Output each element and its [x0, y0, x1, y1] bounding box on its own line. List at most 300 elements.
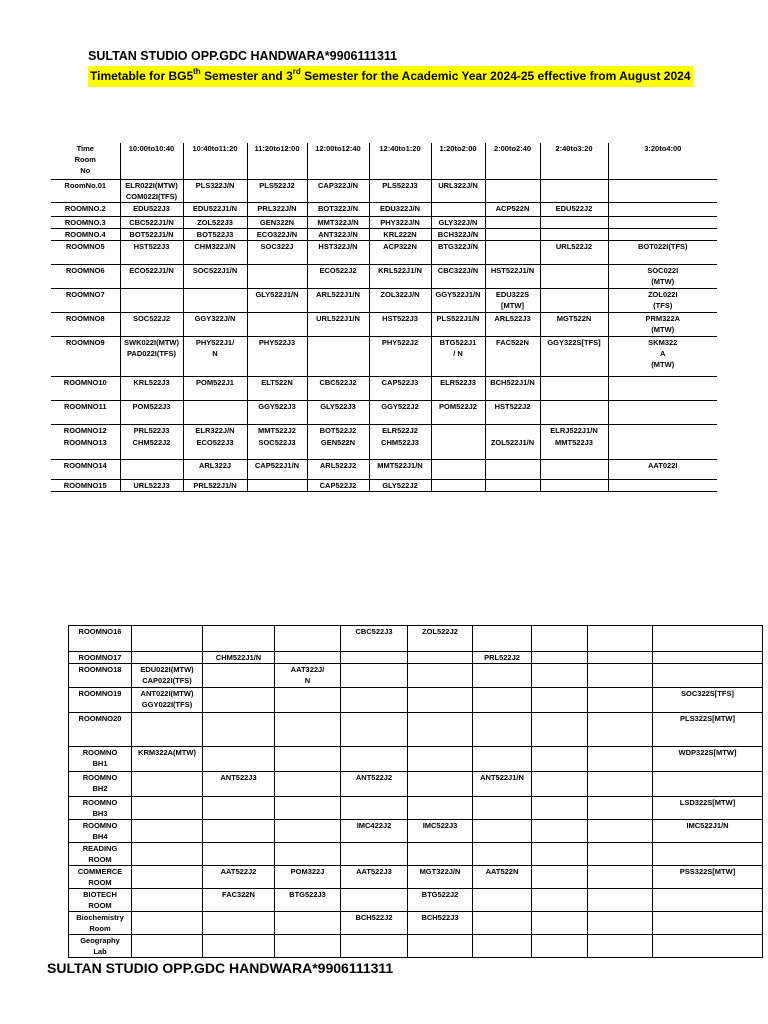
table-row [69, 652, 763, 664]
slot-cell [431, 240, 485, 264]
cell-text: KRL522J3 [133, 377, 170, 387]
slot-cell [369, 216, 431, 228]
slot-cell [540, 240, 608, 264]
cell-text: ROOM [88, 901, 112, 910]
cell-text: 11:20to12:00 [254, 144, 300, 153]
slot-cell [485, 288, 540, 312]
cell-text: PRL322J/N [257, 203, 297, 213]
cell-text: URL522J2 [555, 241, 593, 251]
slot-cell [653, 843, 763, 866]
slot-cell [203, 747, 275, 772]
slot-cell [183, 336, 247, 376]
cell-text: PSS322S[MTW] [679, 867, 736, 876]
cell-text: ROOMNO10 [63, 377, 107, 387]
slot-cell [485, 479, 540, 491]
slot-cell [540, 143, 608, 179]
slot-cell [473, 626, 532, 652]
cell-text: GEN522N [320, 438, 356, 447]
cell-text: ANT022I(MTW) [140, 689, 194, 698]
cell-text: ZOL522J3 [197, 217, 233, 227]
slot-cell [431, 376, 485, 400]
slot-cell [485, 216, 540, 228]
slot-cell [132, 889, 203, 912]
cell-text: MMT322J/N [317, 217, 359, 227]
cell-text: POM322J [290, 867, 325, 876]
cell-text: Geography [80, 936, 120, 945]
slot-cell [247, 202, 307, 216]
cell-text: ARL522J3 [494, 313, 531, 323]
slot-cell [588, 713, 653, 747]
room-label-cell [69, 688, 132, 713]
slot-cell [369, 202, 431, 216]
cell-text: PRL522J1/N [193, 480, 237, 490]
room-label-cell [51, 312, 120, 336]
cell-text: / N [453, 348, 463, 358]
slot-cell [485, 437, 540, 459]
slot-cell [532, 664, 588, 688]
slot-cell [653, 889, 763, 912]
slot-cell [588, 772, 653, 797]
table-row [51, 400, 717, 424]
slot-cell [247, 424, 307, 437]
slot-cell [408, 626, 473, 652]
room-label-cell [69, 772, 132, 797]
slot-cell [431, 437, 485, 459]
room-label-cell [69, 889, 132, 912]
slot-cell [341, 772, 408, 797]
slot-cell [431, 228, 485, 240]
cell-text: MGT522N [556, 313, 592, 323]
cell-text: SOC522J1/N [192, 265, 238, 275]
slot-cell [203, 820, 275, 843]
slot-cell [408, 652, 473, 664]
slot-cell [120, 179, 183, 202]
slot-cell [275, 843, 341, 866]
slot-cell [369, 336, 431, 376]
cell-text: BOT022I(TFS) [637, 241, 688, 251]
cell-text: ARL522J1/N [316, 289, 360, 299]
slot-cell [608, 376, 717, 400]
cell-text: EDU022I(MTW) [140, 665, 194, 674]
table-row [51, 216, 717, 228]
slot-cell [588, 889, 653, 912]
cell-text: ARL322J [198, 460, 232, 470]
slot-cell [540, 336, 608, 376]
slot-cell [540, 424, 608, 437]
cell-text: PLS522J2 [259, 180, 295, 190]
slot-cell [341, 820, 408, 843]
slot-cell [247, 264, 307, 288]
slot-cell [431, 400, 485, 424]
slot-cell [473, 935, 532, 958]
slot-cell [120, 400, 183, 424]
cell-text: ROOMNO6 [65, 265, 105, 275]
slot-cell [247, 179, 307, 202]
slot-cell [608, 240, 717, 264]
cell-text: ROOMNO15 [63, 480, 107, 490]
cell-text: ROOMNO19 [78, 689, 122, 698]
slot-cell [247, 479, 307, 491]
cell-text: URL522J1/N [316, 313, 360, 323]
slot-cell [485, 376, 540, 400]
cell-text: ROOMNO [82, 821, 118, 830]
cell-text: ROOMNO7 [65, 289, 105, 299]
table-row [69, 797, 763, 820]
slot-cell [183, 424, 247, 437]
slot-cell [431, 336, 485, 376]
slot-cell [532, 912, 588, 935]
slot-cell [247, 288, 307, 312]
cell-text: ELRJ522J1/N [550, 425, 598, 435]
table-row [69, 688, 763, 713]
cell-text: BIOTECH [83, 890, 117, 899]
cell-text: CAP022I(TFS) [142, 676, 192, 685]
room-label-cell [69, 664, 132, 688]
slot-cell [473, 772, 532, 797]
slot-cell [608, 143, 717, 179]
slot-cell [120, 202, 183, 216]
cell-text: ROOMNO20 [78, 714, 122, 723]
cell-text: 1:20to2:00 [439, 144, 477, 153]
table-row [69, 664, 763, 688]
cell-text: BOT522J1/N [129, 229, 174, 239]
slot-cell [307, 202, 369, 216]
slot-cell [485, 143, 540, 179]
cell-text: Lab [93, 947, 107, 956]
cell-text: ELR022I(MTW) [125, 180, 178, 190]
slot-cell [369, 179, 431, 202]
slot-cell [120, 336, 183, 376]
slot-cell [183, 179, 247, 202]
slot-cell [203, 843, 275, 866]
cell-text: KRL522J1/N [378, 265, 422, 275]
table-row [69, 843, 763, 866]
cell-text: SWK022I(MTW) [124, 337, 179, 347]
cell-text: ECO522J3 [196, 438, 234, 447]
cell-text: ANT322J/N [318, 229, 358, 239]
slot-cell [608, 288, 717, 312]
slot-cell [588, 747, 653, 772]
slot-cell [183, 216, 247, 228]
slot-cell [307, 437, 369, 459]
cell-text: HST522J3 [133, 241, 170, 251]
slot-cell [132, 652, 203, 664]
slot-cell [120, 459, 183, 479]
slot-cell [275, 664, 341, 688]
cell-text: ROOM [88, 855, 112, 864]
slot-cell [431, 479, 485, 491]
slot-cell [275, 688, 341, 713]
table-row [69, 772, 763, 797]
cell-text: BH3 [92, 809, 108, 818]
slot-cell [203, 889, 275, 912]
cell-text: GGY522J2 [381, 401, 419, 411]
cell-text: SOC022I [647, 265, 679, 275]
table-row [51, 479, 717, 491]
room-label-cell [51, 437, 120, 459]
cell-text: EDU522J3 [133, 203, 170, 213]
cell-text: MMT522J2 [258, 425, 296, 435]
cell-text: ZOL522J2 [422, 627, 458, 636]
table-row [51, 179, 717, 202]
cell-text: 2:00to2:40 [493, 144, 532, 153]
slot-cell [341, 843, 408, 866]
cell-text: CAP522J3 [381, 377, 419, 387]
cell-text: ANT522J1/N [480, 773, 524, 782]
cell-text: ACP522N [495, 203, 530, 213]
cell-text: PHY522J3 [258, 337, 296, 347]
slot-cell [540, 437, 608, 459]
slot-cell [540, 459, 608, 479]
cell-text: AAT522N [485, 867, 519, 876]
slot-cell [183, 376, 247, 400]
cell-text: SOC322S[TFS] [681, 689, 734, 698]
slot-cell [120, 479, 183, 491]
slot-cell [120, 424, 183, 437]
slot-cell [532, 935, 588, 958]
slot-cell [532, 688, 588, 713]
slot-cell [132, 688, 203, 713]
slot-cell [431, 216, 485, 228]
table-row [69, 935, 763, 958]
slot-cell [473, 664, 532, 688]
slot-cell [275, 772, 341, 797]
slot-cell [275, 626, 341, 652]
cell-text: Room [89, 924, 111, 933]
slot-cell [431, 143, 485, 179]
cell-text: AAT522J3 [356, 867, 392, 876]
slot-cell [275, 889, 341, 912]
cell-text: No [80, 166, 91, 175]
slot-cell [120, 312, 183, 336]
slot-cell [247, 228, 307, 240]
room-label-cell [69, 843, 132, 866]
cell-text: PLS522J3 [382, 180, 418, 190]
slot-cell [588, 688, 653, 713]
cell-text: WDP322S[MTW] [678, 748, 737, 757]
timetable-additional-rooms [68, 625, 763, 958]
cell-text: ROOMNO [82, 748, 118, 757]
slot-cell [540, 228, 608, 240]
slot-cell [183, 228, 247, 240]
room-label-cell [51, 424, 120, 437]
slot-cell [485, 179, 540, 202]
room-label-cell [51, 202, 120, 216]
cell-text: ROOMNO13 [63, 438, 107, 447]
slot-cell [203, 713, 275, 747]
slot-cell [369, 479, 431, 491]
cell-text: LSD322S[MTW] [679, 798, 736, 807]
slot-cell [369, 228, 431, 240]
title-part3: Semester for the Academic Year 2024-25 effective from August 2024 [300, 69, 691, 83]
slot-cell [247, 437, 307, 459]
slot-cell [132, 912, 203, 935]
cell-text: HST322J/N [318, 241, 358, 251]
cell-text: BTG522J1 [439, 337, 477, 347]
table-row [51, 437, 717, 459]
slot-cell [653, 935, 763, 958]
slot-cell [408, 866, 473, 889]
slot-cell [307, 288, 369, 312]
table-row [51, 228, 717, 240]
slot-cell [369, 143, 431, 179]
slot-cell [540, 264, 608, 288]
cell-text: ROOMNO9 [65, 337, 105, 347]
cell-text: ECO522J2 [319, 265, 357, 275]
slot-cell [132, 820, 203, 843]
table-row [51, 459, 717, 479]
slot-cell [369, 376, 431, 400]
slot-cell [473, 912, 532, 935]
cell-text: ACP322N [383, 241, 417, 251]
table-row [51, 264, 717, 288]
slot-cell [307, 228, 369, 240]
cell-text: ROOMNO.3 [64, 217, 106, 227]
title-sup1: th [193, 67, 201, 76]
slot-cell [369, 240, 431, 264]
slot-cell [307, 479, 369, 491]
slot-cell [307, 312, 369, 336]
room-label-cell [51, 216, 120, 228]
slot-cell [341, 889, 408, 912]
slot-cell [431, 264, 485, 288]
cell-text: BOT322J/N [317, 203, 359, 213]
cell-text: N [212, 348, 218, 358]
cell-text: SKM322 [648, 337, 678, 347]
slot-cell [485, 240, 540, 264]
cell-text: PRM322A [645, 313, 681, 323]
slot-cell [132, 772, 203, 797]
cell-text: ECO322J/N [256, 229, 298, 239]
cell-text: CHM322J/N [194, 241, 236, 251]
slot-cell [203, 652, 275, 664]
slot-cell [307, 424, 369, 437]
cell-text: MGT322J/N [419, 867, 461, 876]
slot-cell [203, 664, 275, 688]
cell-text: BH1 [92, 759, 108, 768]
header-row [51, 143, 717, 179]
cell-text: GGY022I(TFS) [141, 700, 193, 709]
slot-cell [608, 179, 717, 202]
slot-cell [540, 376, 608, 400]
room-label-cell [51, 400, 120, 424]
cell-text: GGY522J3 [258, 401, 296, 411]
room-label-cell [51, 240, 120, 264]
cell-text: BTG522J2 [421, 890, 459, 899]
slot-cell [247, 376, 307, 400]
slot-cell [588, 935, 653, 958]
cell-text: GLY522J3 [320, 401, 356, 411]
cell-text: ROOMNO11 [63, 401, 107, 411]
cell-text: CBC522J3 [355, 627, 393, 636]
slot-cell [608, 459, 717, 479]
slot-cell [608, 312, 717, 336]
slot-cell [653, 866, 763, 889]
cell-text: BCH522J2 [355, 913, 393, 922]
table-row [51, 312, 717, 336]
slot-cell [408, 820, 473, 843]
table-row [51, 424, 717, 437]
title-part1: Timetable for BG5 [90, 69, 194, 83]
cell-text: CBC522J2 [319, 377, 357, 387]
cell-text: ROOMNO16 [78, 627, 122, 636]
cell-text: ROOMNO17 [78, 653, 122, 662]
cell-text: ROOMNO.4 [64, 229, 106, 239]
slot-cell [247, 459, 307, 479]
cell-text: PAD022I(TFS) [126, 348, 177, 358]
slot-cell [120, 143, 183, 179]
slot-cell [307, 264, 369, 288]
slot-cell [588, 626, 653, 652]
cell-text: AAT022I [648, 460, 678, 470]
slot-cell [183, 459, 247, 479]
room-label-cell [51, 459, 120, 479]
table-row [69, 713, 763, 747]
slot-cell [341, 935, 408, 958]
slot-cell [120, 216, 183, 228]
slot-cell [540, 216, 608, 228]
slot-cell [408, 843, 473, 866]
cell-text: ROOMNO [82, 798, 118, 807]
slot-cell [369, 459, 431, 479]
slot-cell [247, 312, 307, 336]
table-row [51, 202, 717, 216]
slot-cell [132, 664, 203, 688]
slot-cell [183, 202, 247, 216]
slot-cell [473, 820, 532, 843]
table-row [51, 240, 717, 264]
slot-cell [532, 713, 588, 747]
room-label-cell [69, 912, 132, 935]
slot-cell [203, 626, 275, 652]
slot-cell [532, 797, 588, 820]
cell-text: 12:40to1:20 [379, 144, 421, 153]
slot-cell [132, 866, 203, 889]
slot-cell [608, 424, 717, 437]
slot-cell [183, 288, 247, 312]
cell-text: 2:40to3:20 [555, 144, 593, 153]
cell-text: CAP322J/N [317, 180, 359, 190]
slot-cell [540, 479, 608, 491]
slot-cell [275, 935, 341, 958]
slot-cell [588, 866, 653, 889]
cell-text: PRL522J3 [133, 425, 170, 435]
slot-cell [653, 652, 763, 664]
table-row [69, 820, 763, 843]
cell-text: MMT522J1/N [377, 460, 423, 470]
cell-text: URL322J/N [438, 180, 478, 190]
cell-text: CBC522J1/N [129, 217, 174, 227]
cell-text: PHY522J1/ [195, 337, 235, 347]
slot-cell [307, 143, 369, 179]
slot-cell [132, 713, 203, 747]
slot-cell [532, 866, 588, 889]
slot-cell [473, 866, 532, 889]
slot-cell [132, 935, 203, 958]
slot-cell [275, 820, 341, 843]
slot-cell [473, 889, 532, 912]
cell-text: BTG322J/N [437, 241, 479, 251]
cell-text: SOC322J [260, 241, 294, 251]
slot-cell [653, 688, 763, 713]
cell-text: GGY322S[TFS] [547, 337, 601, 347]
cell-text: ARL522J2 [319, 460, 357, 470]
table-row [69, 626, 763, 652]
cell-text: COMMERCE [77, 867, 123, 876]
slot-cell [183, 437, 247, 459]
cell-text: PHY322J/N [380, 217, 420, 227]
room-label-cell [51, 228, 120, 240]
